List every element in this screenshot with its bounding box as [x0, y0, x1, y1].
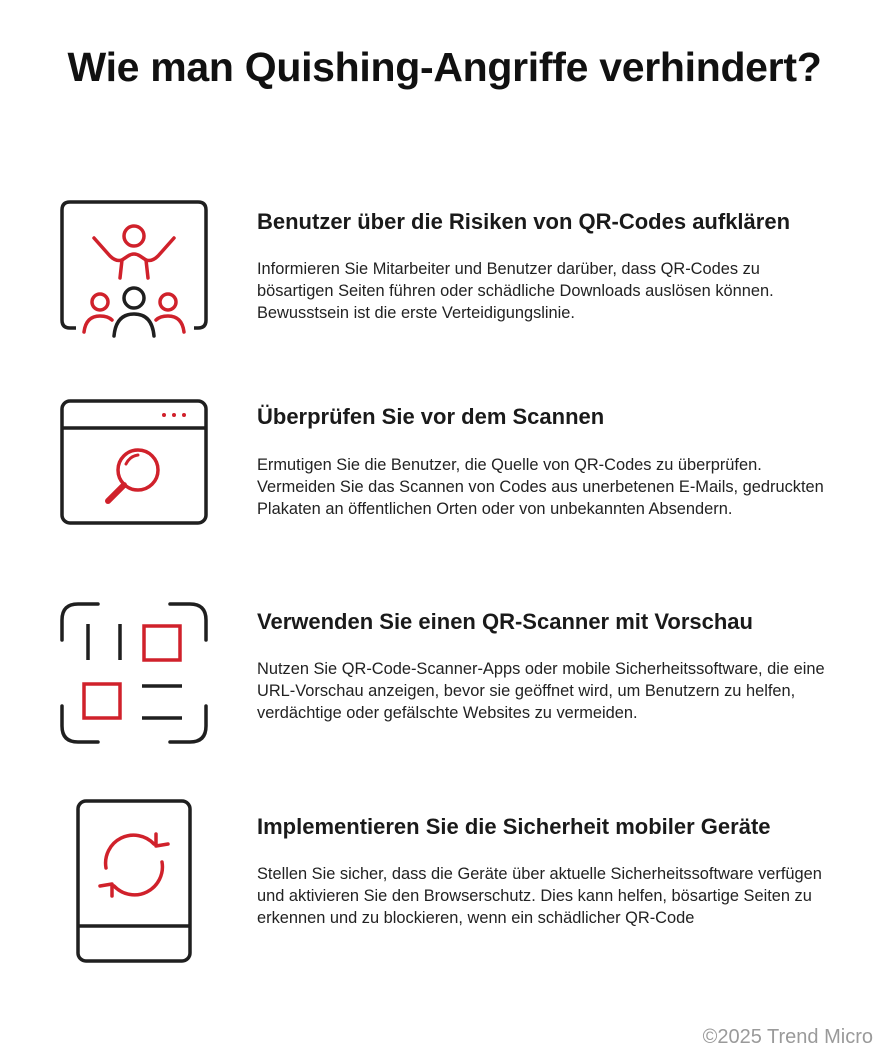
tip-heading: Verwenden Sie einen QR-Scanner mit Vorschau	[257, 609, 753, 634]
copyright-notice: ©2025 Trend Micro	[702, 1026, 873, 1048]
page-title: Wie man Quishing-Angriffe verhindert?	[67, 44, 822, 90]
group-people-icon	[58, 200, 210, 340]
tip-text: Informieren Sie Mitarbeiter und Benutzer darüber, dass QR-Codes zu bösartigen Seiten führen oder schädliche Downloads auslösen können. Bewusstsein ist die erste Verteidigungslinie.	[257, 260, 774, 322]
tip-heading: Überprüfen Sie vor dem Scannen	[257, 404, 605, 429]
tip-text: Ermutigen Sie die Benutzer, die Quelle von QR-Codes zu überprüfen. Vermeiden Sie das Scannen von Codes aus unerbetenen E-Mails, gedruckten Plakaten an öffentlichen Orten oder von unbekannten Absendern.	[257, 456, 824, 518]
tip-heading: Implementieren Sie die Sicherheit mobiler Geräte	[257, 814, 771, 839]
tip-heading: Benutzer über die Risiken von QR-Codes aufklären	[257, 209, 791, 234]
tip-text: Stellen Sie sicher, dass die Geräte über aktuelle Sicherheitssoftware verfügen und aktivieren Sie den Browserschutz. Dies kann helfen, bösartige Seiten zu erkennen und zu blockieren, wenn ein schädlicher QR-Code	[257, 865, 822, 927]
tip-text: Nutzen Sie QR-Code-Scanner-Apps oder mobile Sicherheitssoftware, die eine URL-Vorschau anzeigen, bevor sie geöffnet wird, um Benutzern zu helfen, verdächtige oder gefälschte Websites zu vermeiden.	[257, 660, 825, 722]
qr-scanner-icon	[58, 600, 210, 746]
browser-magnifier-icon	[58, 398, 210, 528]
mobile-refresh-icon	[74, 798, 194, 964]
